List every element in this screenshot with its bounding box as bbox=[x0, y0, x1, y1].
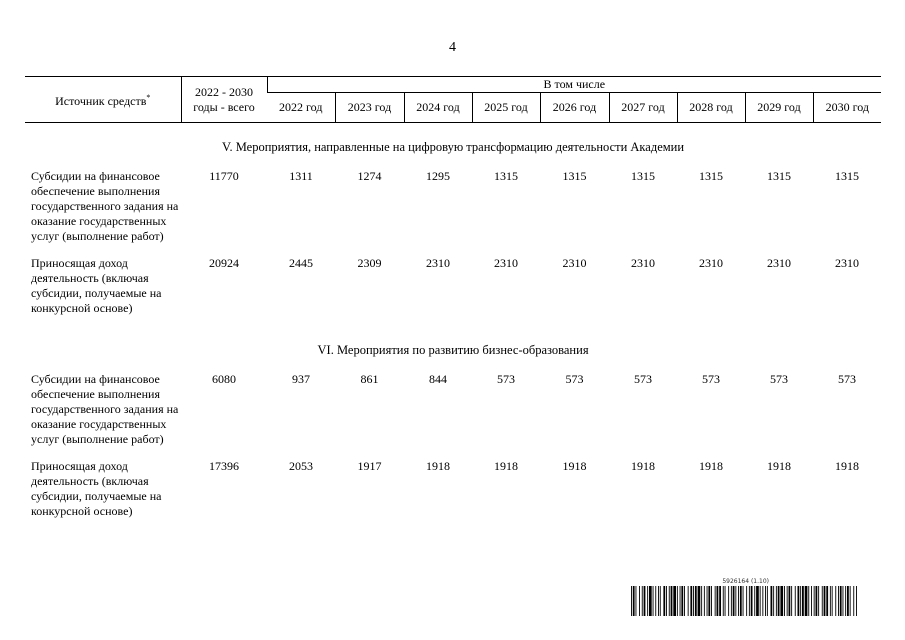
year-value: 2309 bbox=[357, 256, 382, 270]
funding-source: Субсидии на финансовое обеспечение выполнения государственного задания на оказание государственных услуг (выполнение работ) bbox=[31, 169, 179, 243]
year-value: 2310 bbox=[426, 256, 450, 270]
total-value: 6080 bbox=[212, 372, 236, 386]
year-value: 1315 bbox=[562, 169, 587, 183]
funding-source: Приносящая доход деятельность (включая субсидии, получаемые на конкурсной основе) bbox=[31, 256, 162, 315]
year-value: 1315 bbox=[631, 169, 655, 183]
year-value: 1315 bbox=[494, 169, 518, 183]
barcode bbox=[631, 578, 857, 616]
year-value: 1311 bbox=[289, 169, 313, 183]
year-value: 1918 bbox=[835, 459, 860, 473]
year-value: 573 bbox=[497, 372, 515, 386]
including-header: В том числе bbox=[267, 77, 881, 93]
year-value: 573 bbox=[770, 372, 788, 386]
section-title: VI. Мероприятия по развитию бизнес-образования bbox=[317, 342, 589, 357]
header-row-top bbox=[25, 77, 881, 93]
year-header: 2023 год bbox=[335, 93, 404, 123]
year-value: 2310 bbox=[631, 256, 655, 270]
year-value: 1918 bbox=[562, 459, 587, 473]
total-header: 2022 - 2030 годы - всего bbox=[181, 77, 267, 123]
year-value: 1918 bbox=[767, 459, 791, 473]
year-value: 844 bbox=[429, 372, 447, 386]
year-value: 1918 bbox=[426, 459, 450, 473]
year-value: 1315 bbox=[699, 169, 723, 183]
year-header: 2022 год bbox=[267, 93, 335, 123]
year-header: 2030 год bbox=[813, 93, 881, 123]
year-value: 937 bbox=[292, 372, 310, 386]
funding-table bbox=[25, 76, 881, 529]
year-value: 1274 bbox=[357, 169, 382, 183]
year-value: 1315 bbox=[767, 169, 791, 183]
table-row bbox=[25, 254, 881, 326]
section-row bbox=[25, 123, 881, 168]
total-value: 20924 bbox=[209, 256, 239, 270]
year-value: 573 bbox=[565, 372, 584, 386]
funding-source: Приносящая доход деятельность (включая субсидии, получаемые на конкурсной основе) bbox=[31, 459, 162, 518]
year-value: 2310 bbox=[699, 256, 723, 270]
barcode-bars bbox=[631, 586, 857, 616]
total-value: 11770 bbox=[209, 169, 239, 183]
source-header: Источник средств* bbox=[25, 77, 181, 123]
year-value: 573 bbox=[838, 372, 857, 386]
year-header: 2028 год bbox=[677, 93, 745, 123]
year-value: 573 bbox=[634, 372, 652, 386]
table-row bbox=[25, 370, 881, 457]
year-value: 1918 bbox=[494, 459, 518, 473]
table-row bbox=[25, 457, 881, 529]
funding-source: Субсидии на финансовое обеспечение выполнения государственного задания на оказание государственных услуг (выполнение работ) bbox=[31, 372, 179, 446]
year-header: 2025 год bbox=[472, 93, 540, 123]
year-value: 861 bbox=[360, 372, 379, 386]
year-value: 1918 bbox=[699, 459, 723, 473]
year-value: 573 bbox=[702, 372, 720, 386]
table-row bbox=[25, 167, 881, 254]
year-value: 2310 bbox=[494, 256, 518, 270]
year-header: 2029 год bbox=[745, 93, 813, 123]
footnote-marker: * bbox=[146, 93, 151, 102]
year-value: 1917 bbox=[357, 459, 382, 473]
year-value: 1918 bbox=[631, 459, 655, 473]
page-number: 4 bbox=[449, 40, 456, 55]
year-value: 1315 bbox=[835, 169, 860, 183]
section-row bbox=[25, 326, 881, 370]
total-value: 17396 bbox=[209, 459, 239, 473]
year-value: 1295 bbox=[426, 169, 450, 183]
year-value: 2053 bbox=[289, 459, 313, 473]
year-header: 2026 год bbox=[540, 93, 609, 123]
barcode-text: 5926164 (1.10) bbox=[722, 578, 769, 585]
year-value: 2445 bbox=[289, 256, 313, 270]
year-value: 2310 bbox=[767, 256, 791, 270]
table-body bbox=[25, 123, 881, 530]
year-value: 2310 bbox=[562, 256, 587, 270]
year-header: 2027 год bbox=[609, 93, 677, 123]
year-header: 2024 год bbox=[404, 93, 472, 123]
year-value: 2310 bbox=[835, 256, 860, 270]
section-title: V. Мероприятия, направленные на цифровую трансформацию деятельности Академии bbox=[222, 139, 685, 154]
